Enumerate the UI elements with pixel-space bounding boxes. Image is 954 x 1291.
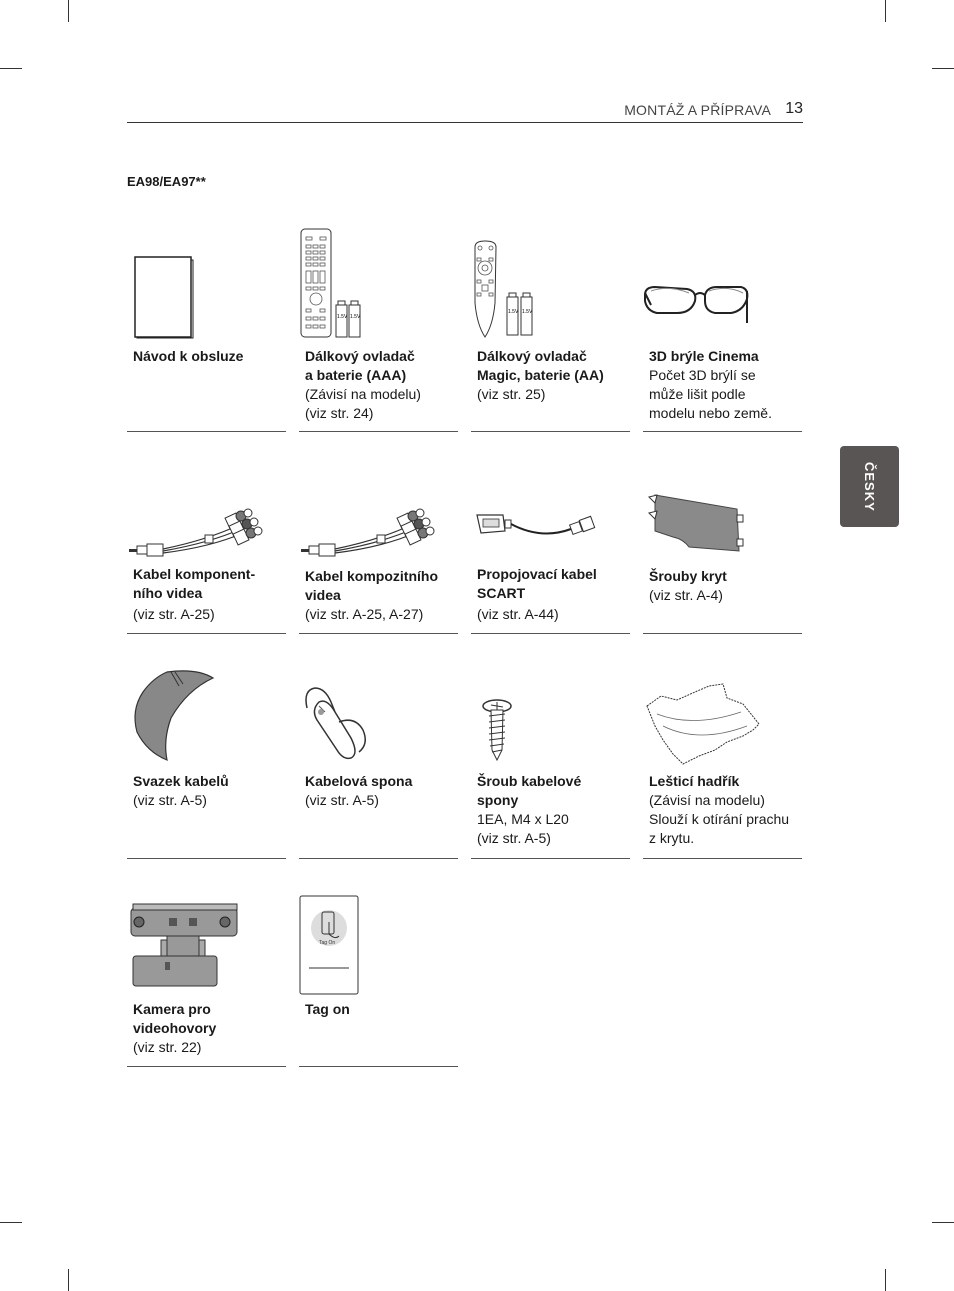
item-text: [305, 347, 455, 423]
item-cleaning-cloth: [643, 660, 802, 859]
item-title: Propojovací kabel: [477, 566, 597, 582]
item-text: [133, 565, 283, 624]
item-note: modelu nebo země.: [649, 405, 772, 421]
item-note: (viz str. A-5): [477, 830, 551, 846]
cleaning-cloth-image: [643, 660, 802, 770]
item-composite-cable: [299, 485, 458, 634]
item-text: [133, 1000, 283, 1057]
item-title: Dálkový ovladač: [305, 348, 415, 364]
section-title: MONTÁŽ A PŘÍPRAVA: [624, 102, 771, 118]
cable-holder-image: [127, 660, 286, 770]
item-note: (viz str. 22): [133, 1039, 202, 1055]
battery-label: 1.5V: [508, 309, 519, 315]
item-note: (viz str. A-25): [133, 606, 215, 622]
item-title: Kamera pro: [133, 1001, 211, 1017]
item-text: [133, 772, 283, 810]
item-screw-cover: [643, 485, 802, 634]
item-title: Tag on: [305, 1001, 350, 1017]
item-title: Šroub kabelové: [477, 773, 582, 789]
crop-mark: [68, 1269, 69, 1291]
item-title: ního videa: [133, 585, 203, 601]
item-title: a baterie (AAA): [305, 367, 407, 383]
item-note: (Závisí na modelu): [305, 386, 421, 402]
item-note: (viz str. 24): [305, 405, 374, 421]
item-note: (viz str. A-4): [649, 587, 723, 603]
item-text: [133, 347, 283, 366]
component-cable-image: [127, 485, 286, 563]
item-text: [649, 772, 799, 848]
item-remote: [299, 225, 458, 432]
item-text: [305, 1000, 455, 1019]
item-title: spony: [477, 792, 519, 808]
item-scart-cable: [471, 485, 630, 634]
item-note: (viz str. A-5): [305, 792, 379, 808]
page-number: 13: [785, 100, 803, 117]
item-title: Kabel komponent-: [133, 566, 256, 582]
page-header: [127, 98, 803, 123]
language-tab-label: ČESKY: [862, 461, 877, 512]
scart-cable-image: [471, 485, 630, 563]
battery-label: 1.5V: [350, 314, 361, 320]
crop-mark: [68, 0, 69, 22]
item-note: Slouží k otírání prachu: [649, 811, 790, 827]
item-title: 3D brýle Cinema: [649, 348, 759, 364]
item-note: 1EA, M4 x L20: [477, 811, 569, 827]
item-text: [305, 772, 455, 810]
clip-screw-image: [471, 660, 630, 770]
glasses-image: [643, 225, 802, 340]
manual-image: [127, 225, 286, 340]
remote-image: [299, 225, 458, 340]
battery-label: 1.5V: [522, 309, 533, 315]
item-title: SCART: [477, 585, 526, 601]
item-manual: [127, 225, 286, 432]
model-heading: EA98/EA97**: [127, 174, 206, 189]
item-text: [649, 347, 799, 423]
item-note: (viz str. 25): [477, 386, 546, 402]
item-note: Počet 3D brýlí se: [649, 367, 756, 383]
crop-mark: [0, 1222, 22, 1223]
item-component-cable: [127, 485, 286, 634]
item-title: Šrouby kryt: [649, 568, 727, 584]
battery-label: 1.5V: [337, 314, 348, 320]
item-text: [477, 565, 627, 624]
item-note: může lišit podle: [649, 386, 746, 402]
cable-clip-image: [299, 660, 458, 770]
composite-cable-image: [299, 485, 458, 563]
item-text: [305, 567, 455, 624]
item-glasses: [643, 225, 802, 432]
item-title: Svazek kabelů: [133, 773, 229, 789]
magic-remote-image: [471, 225, 630, 340]
item-title: Dálkový ovladač: [477, 348, 587, 364]
item-note: (viz str. A-5): [133, 792, 207, 808]
item-title: Kabelová spona: [305, 773, 413, 789]
item-text: [477, 772, 627, 848]
crop-mark: [932, 1222, 954, 1223]
item-title: videa: [305, 587, 341, 603]
item-title: videohovory: [133, 1020, 217, 1036]
item-note: (viz str. A-25, A-27): [305, 606, 424, 622]
tag-on-image: [299, 890, 458, 1002]
item-note: (viz str. A-44): [477, 606, 559, 622]
item-title: Kabel kompozitního: [305, 568, 438, 584]
crop-mark: [885, 1269, 886, 1291]
item-title: Návod k obsluze: [133, 348, 244, 364]
language-tab[interactable]: [840, 446, 899, 527]
item-title: Magic, baterie (AA): [477, 367, 604, 383]
item-text: [477, 347, 627, 404]
item-clip-screw: [471, 660, 630, 859]
item-tag-on: [299, 890, 458, 1067]
crop-mark: [0, 68, 22, 69]
item-cable-clip: [299, 660, 458, 859]
item-title: Lešticí hadřík: [649, 773, 740, 789]
item-note: (Závisí na modelu): [649, 792, 765, 808]
item-note: z krytu.: [649, 830, 695, 846]
item-camera: [127, 890, 286, 1067]
tag-label: Tag On: [319, 940, 336, 946]
crop-mark: [932, 68, 954, 69]
camera-image: [127, 890, 286, 1002]
item-cable-holder: [127, 660, 286, 859]
item-magic-remote: [471, 225, 630, 432]
crop-mark: [885, 0, 886, 22]
screw-cover-image: [643, 485, 802, 563]
item-text: [649, 567, 799, 605]
